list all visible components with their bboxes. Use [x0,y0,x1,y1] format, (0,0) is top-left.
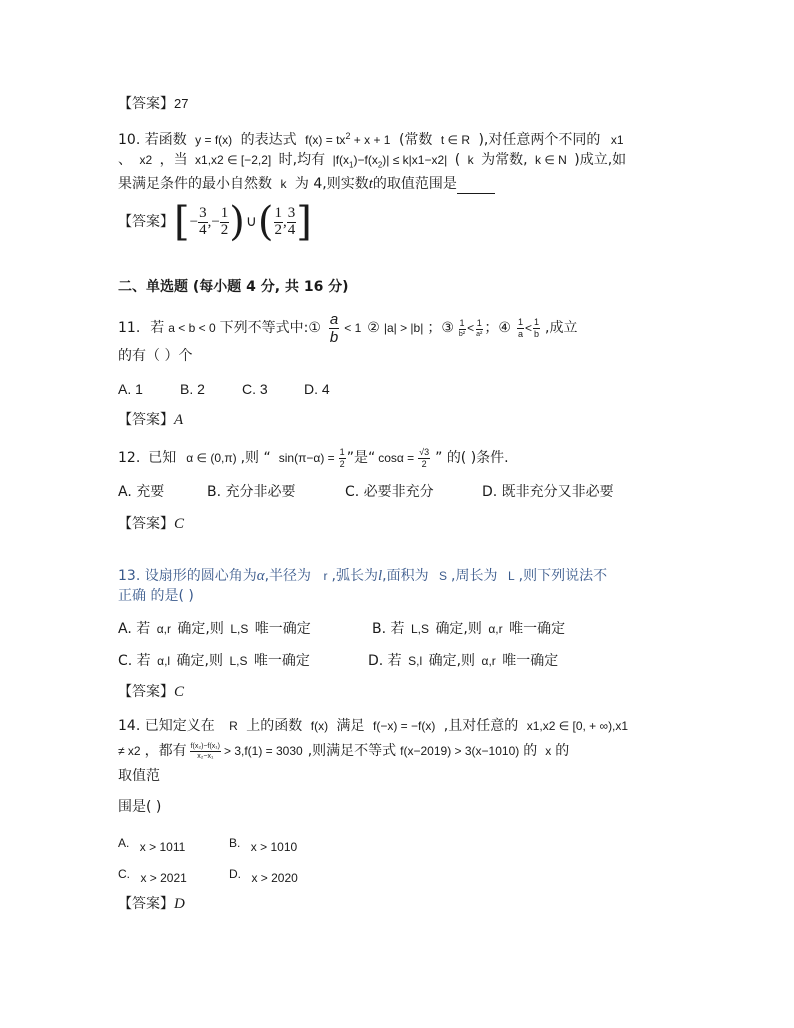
math: x > 2020 [251,871,298,885]
math: x > 1011 [139,840,186,854]
text: 、 [118,152,132,168]
math: L,S [230,622,249,636]
q14-line4: 围是( ) [118,799,162,815]
denominator: b [533,328,539,339]
math: α,r [481,654,496,668]
math: k ∈ N [534,153,567,167]
math: x [545,744,552,758]
numerator: 1 [476,317,482,328]
option-label: B. [229,836,241,850]
option-d [368,651,558,671]
answer-label: 【答案】 [118,516,174,532]
q12-answer [118,514,184,534]
text: 已知 [148,450,177,466]
denominator: 2 [220,221,229,238]
denominator: 2 [274,221,282,238]
question-number: 11. [118,320,141,336]
math: |a| > |b| [383,321,424,335]
numerator: √3 [419,446,430,457]
answer-value: C [174,516,185,532]
denominator: a [517,328,523,339]
text: 唯一确定 [254,621,311,637]
math: α,l [157,654,171,668]
q9-answer [118,94,188,114]
section-title: 二、单选题 (每小题 4 分, 共 16 分) [118,279,349,295]
math-part: )−f(x [353,153,378,167]
text: 时,均有 [278,152,326,168]
math: x2 [139,153,153,167]
text: )成立,如 [574,152,627,168]
denominator: b [329,328,339,346]
denominator: a² [476,330,483,338]
q10-line2 [118,150,626,175]
fraction [274,206,284,239]
text: ,则 “ [240,450,271,466]
option-label: A. [118,836,130,850]
text: 唯一确定 [509,621,566,637]
math [305,133,390,147]
text: ),对任意两个不同的 [478,132,601,148]
text: ,且对任意的 [443,718,519,734]
text: ,面积为 [382,568,429,584]
math: L [507,569,515,583]
math-part: f(x) = tx [305,133,346,147]
text: 下列不等式中:① [219,320,321,336]
text: ” 的( )条件. [435,450,509,466]
q10-line1 [118,126,624,150]
numerator: 1 [220,204,229,221]
math-part: )| ≤ k|x1−x2| [382,153,448,167]
denominator: 2 [339,458,345,469]
option-label: D. [229,867,241,881]
numerator: a [329,310,339,328]
text: 为常数, [481,152,528,168]
numerator: f(x₂)−f(x₁) [190,742,220,750]
fraction [287,206,297,239]
text: 的取值范围是 [372,176,457,192]
text: 确定,则 [177,621,224,637]
text: B. 若 [372,621,405,637]
text: 的 [523,743,538,759]
math: f(x) [310,719,329,733]
answer-value: D [174,896,185,912]
denominator: 4 [287,221,296,238]
bracket: [ [174,199,190,245]
text: 为 4,则实数 [294,176,369,192]
text: C. 若 [118,653,151,669]
q13-line1 [118,566,607,586]
denominator: b² [458,330,466,338]
option-a [118,833,185,857]
q14-line3: 取值范 [118,768,160,784]
math: R [229,719,238,733]
option-c: C. 必要非充分 [345,484,434,500]
option-d [229,864,298,888]
fraction [418,448,430,469]
text: ；③ [427,320,454,336]
text: ,成立 [545,320,578,336]
math: k [467,153,474,167]
math: < [524,321,532,335]
option-c [118,864,187,888]
text: (常数 [398,132,433,148]
math: S,l [408,654,423,668]
text: A. 若 [118,621,151,637]
text: ,半径为 [264,568,312,584]
numerator: 3 [287,204,296,221]
numerator: 1 [533,316,539,327]
option-a [118,619,311,639]
text: ,则满足不等式 [307,743,397,759]
numerator: 1 [339,446,345,457]
superscript: 2 [345,131,351,141]
text: 若 [150,320,165,336]
answer-label: 【答案】 [118,214,174,230]
q11-line1 [118,310,578,346]
option-b [229,833,297,857]
bracket: ( [257,199,274,245]
math: x1,x2 ∈ [−2,2] [195,153,272,167]
text: ( [454,152,461,168]
math: , [283,214,287,230]
math: ,− [207,214,220,230]
fraction [198,206,208,239]
text: 上的函数 [246,718,303,734]
text: ,则下列说法不 [518,568,608,584]
subscript: 2 [377,160,383,170]
math: f(−x) = −f(x) [372,719,436,733]
fraction [475,319,483,338]
text: D. 若 [368,653,402,669]
q14-answer [118,894,185,914]
fraction [339,448,346,469]
subscript: 1 [349,160,354,170]
denominator: 4 [199,221,207,238]
math: y = f(x) [195,133,233,147]
math: sin(π−α) = [278,451,335,465]
text: ,弧长为 [331,568,378,584]
math-part: |f(x [332,153,350,167]
text: 的表达式 [240,132,297,148]
math: x > 1010 [250,840,298,854]
math: − [189,214,199,230]
text: 若函数 [144,132,187,148]
text: 已知定义在 [144,718,215,734]
answer-label: 【答案】 [118,96,174,112]
text: ，都有 [144,743,187,759]
answer-blank [457,179,495,194]
math: ≠ x2 [118,744,141,758]
q10-line3 [118,174,495,194]
text: 的 [555,743,570,759]
option-c: C. 3 [242,381,268,397]
math: k [280,177,287,191]
answer-value: C [174,684,185,700]
math: a < b < 0 [168,321,216,335]
numerator: 1 [517,316,523,327]
text: 13. 设扇形的圆心角为 [118,568,257,584]
math: x1,x2 ∈ [0, + ∞),x1 [526,719,629,733]
math: L,S [229,654,248,668]
math: t ∈ R [440,133,470,147]
text: 满足 [336,718,365,734]
fraction [533,318,540,339]
numerator: 1 [274,204,282,221]
math: α,r [156,622,171,636]
text: 果满足条件的最小自然数 [118,176,272,192]
numerator: 1 [459,317,465,328]
math: x > 2021 [140,871,187,885]
answer-label: 【答案】 [118,684,174,700]
q11-line2: 的有（ ）个 [118,348,193,364]
math: < [467,321,475,335]
math: α,r [488,622,503,636]
text: ；④ [484,320,511,336]
question-number: 10. [118,132,141,148]
question-number: 12. [118,450,141,466]
option-c [118,651,310,671]
numerator: 3 [199,204,207,221]
text: 确定,则 [435,621,482,637]
answer-label: 【答案】 [118,896,174,912]
option-d: D. 既非充分又非必要 [482,484,614,500]
math: > 3,f(1) = 3030 [223,744,303,758]
option-b: B. 充分非必要 [207,484,296,500]
text: ,周长为 [451,568,498,584]
answer-value: 27 [174,96,189,111]
text: 确定,则 [176,653,223,669]
q11-answer [118,410,183,430]
q10-answer [118,198,312,246]
text: 唯一确定 [253,653,310,669]
math: f(x−2019) > 3(x−1010) [400,744,520,758]
option-d: D. 4 [304,381,330,397]
option-label: C. [118,867,130,881]
math-part: + x + 1 [350,133,391,147]
question-number: 14. [118,718,141,734]
denominator: 2 [421,458,427,469]
q13-answer [118,682,184,702]
option-a: A. 充要 [118,484,165,500]
option-b: B. 2 [180,381,205,397]
option-a: A. 1 [118,381,143,397]
q14-line1 [118,716,628,736]
math: cosα = [378,451,415,465]
math [332,153,448,170]
math: S [439,569,448,583]
bracket: ) [229,199,245,245]
fraction [190,743,221,760]
q14-line2 [118,736,569,766]
option-b [372,619,565,639]
answer-label: 【答案】 [118,412,174,428]
fraction [517,318,524,339]
text: ，当 [159,152,188,168]
math: r [323,569,328,583]
text: ”是“ [346,450,376,466]
fraction [220,206,230,239]
denominator: x₂−x₁ [197,752,214,760]
math: α ∈ (0,π) [186,451,237,465]
math: < 1 [344,321,362,335]
answer-value: A [174,412,184,428]
text: 确定,则 [428,653,476,669]
math: L,S [410,622,429,636]
math: x1 [610,133,624,147]
q12-line1 [118,444,509,472]
math: ∪ [245,214,257,230]
math: t [368,176,373,192]
math: α [256,568,265,584]
q13-line2: 正确 的是( ) [118,588,194,604]
math: l [377,568,383,584]
text: 唯一确定 [502,653,559,669]
text: ② [367,320,380,336]
fraction [329,312,339,345]
fraction [458,319,466,338]
bracket: ] [296,199,312,245]
